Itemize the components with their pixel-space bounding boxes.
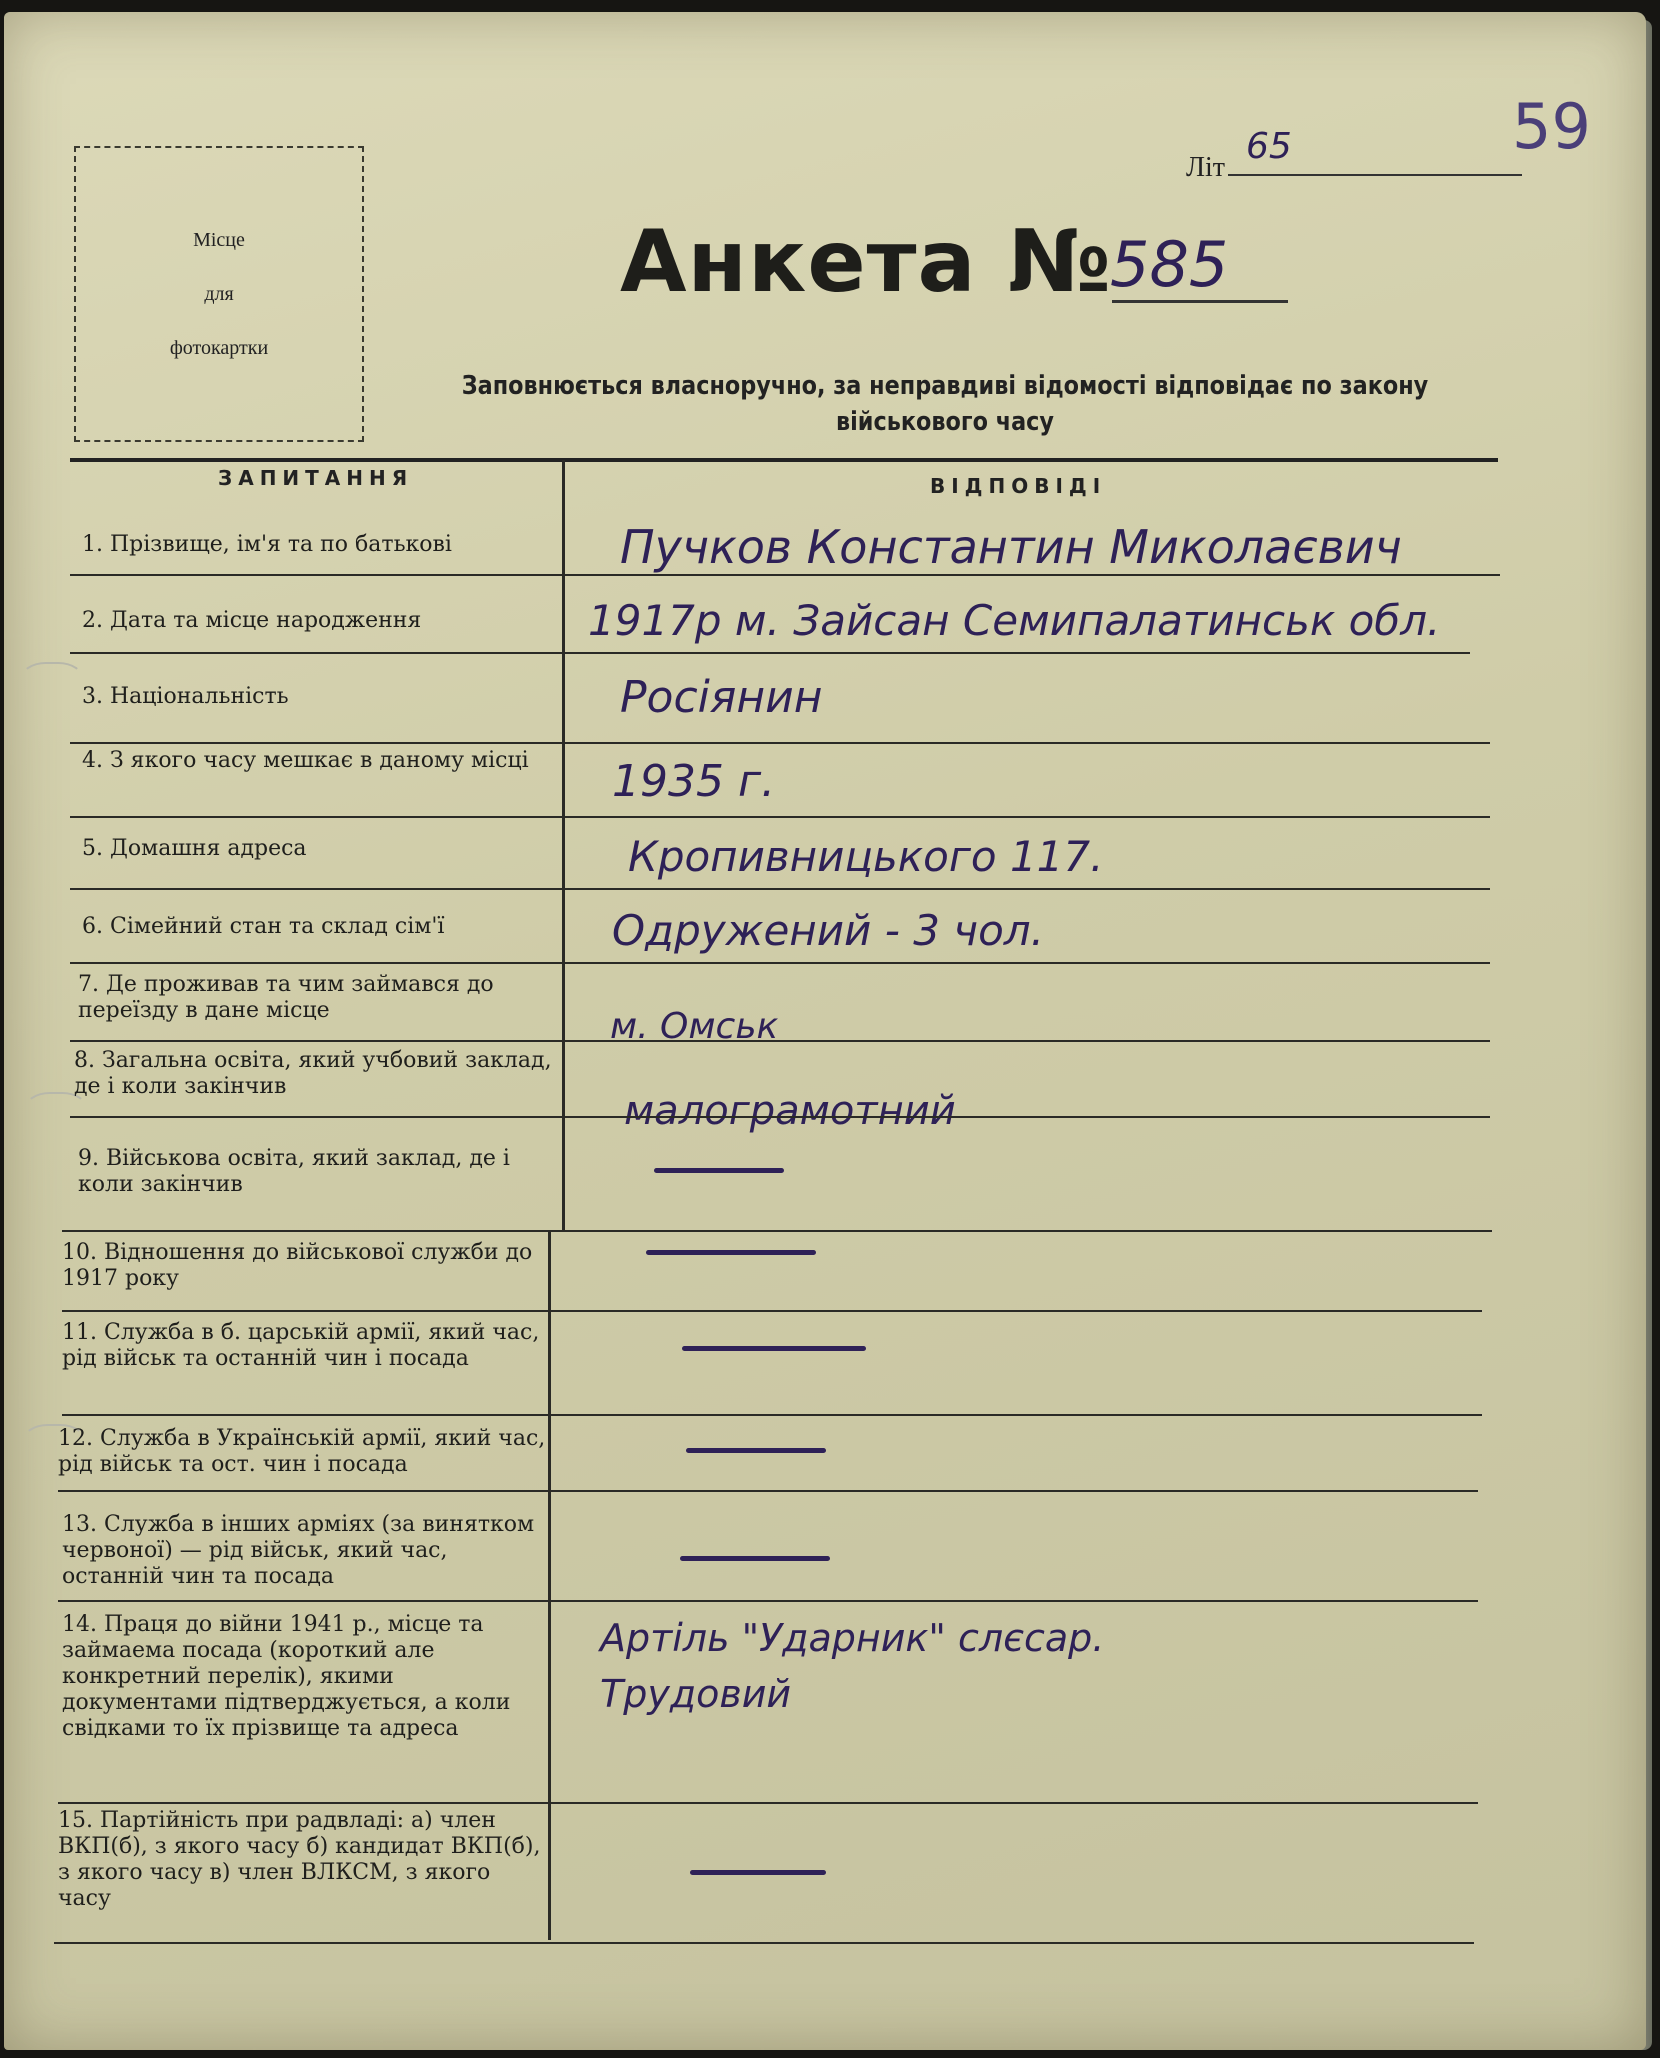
- row-divider: [58, 1490, 1478, 1492]
- question-4: 4. З якого часу мешкає в даному місці: [82, 748, 529, 773]
- question-10: 10. Відношення до військової служби до 1917 року: [62, 1240, 533, 1291]
- table-top-rule: [70, 458, 1498, 462]
- answer-3: Росіянин: [620, 672, 823, 723]
- sheet-number: 59: [1512, 90, 1591, 163]
- answer-2: 1917р м. Зайсан Семипалатинськ обл.: [588, 596, 1441, 645]
- question-6: 6. Сімейний стан та склад сім'ї: [82, 914, 445, 939]
- question-5: 5. Домашня адреса: [82, 836, 307, 861]
- row-divider: [70, 1040, 1490, 1042]
- row-divider: [70, 888, 1490, 890]
- form-title: Анкета №: [620, 212, 1112, 312]
- answer-5: Кропивницького 117.: [628, 832, 1104, 881]
- question-7: 7. Де проживав та чим займався до переїзду в дане місце: [78, 972, 494, 1023]
- question-1: 1. Прізвище, ім'я та по батькові: [82, 532, 452, 557]
- photo-label-line2: для: [204, 283, 234, 305]
- lit-underline: [1228, 174, 1522, 176]
- lit-value: 65: [1246, 126, 1292, 167]
- question-8: 8. Загальна освіта, який учбовий заклад, де і коли закінчив: [74, 1048, 552, 1099]
- row-divider: [54, 1942, 1474, 1944]
- question-9: 9. Військова освіта, який заклад, де і коли закінчив: [78, 1146, 510, 1197]
- question-11: 11. Служба в б. царській армії, який час, рід військ та останній чин і посада: [62, 1320, 540, 1371]
- row-divider: [70, 1116, 1490, 1118]
- row-divider: [62, 1230, 1492, 1232]
- answer-4: 1935 г.: [612, 756, 776, 807]
- form-number: 585: [1110, 228, 1229, 301]
- question-3: 3. Національність: [82, 684, 289, 709]
- answer-13-dash: [680, 1556, 830, 1561]
- question-12: 12. Служба в Українській армії, який час, рід військ та ост. чин і посада: [58, 1426, 546, 1477]
- row-divider: [70, 652, 1470, 654]
- answer-9-dash: [654, 1168, 784, 1173]
- row-divider: [70, 742, 1490, 744]
- photo-label-line3: фотокартки: [169, 337, 269, 359]
- photo-label-line1: Місце: [193, 229, 245, 251]
- answer-15-dash: [690, 1870, 826, 1875]
- row-divider: [70, 962, 1490, 964]
- column-header-questions: ЗАПИТАННЯ: [218, 466, 414, 490]
- question-14: 14. Праця до війни 1941 р., місце та займаема посада (короткий але конкретний перелік), якими документами підтверджується, а коли свідками то їх прізвище та адреса: [62, 1612, 511, 1741]
- question-2: 2. Дата та місце народження: [82, 608, 422, 633]
- row-divider: [58, 1600, 1478, 1602]
- answer-14: Артіль "Ударник" слєсар. Трудовий: [600, 1616, 1105, 1716]
- answer-11-dash: [682, 1346, 866, 1351]
- row-divider: [62, 1310, 1482, 1312]
- column-header-answers: ВІДПОВІДІ: [930, 474, 1107, 498]
- answer-6: Одружений - 3 чол.: [612, 906, 1044, 955]
- form-number-underline: [1112, 300, 1288, 303]
- binding-thread: [20, 662, 84, 706]
- form-subtitle: Заповнюється власноручно, за неправдиві відомості відповідає по закону військового часу: [461, 371, 1429, 437]
- question-13: 13. Служба в інших арміях (за винятком червоної) — рід військ, який час, останній чин та посада: [62, 1512, 535, 1589]
- row-divider: [62, 1414, 1482, 1416]
- lit-label: Літ: [1186, 152, 1226, 183]
- column-divider-lower: [548, 1230, 551, 1940]
- answer-8: малограмотний: [624, 1088, 956, 1134]
- row-divider: [58, 1802, 1478, 1804]
- answer-1: Пучков Константин Миколаєвич: [620, 520, 1402, 574]
- photo-placeholder: [74, 146, 364, 442]
- question-15: 15. Партійність при радвладі: а) член ВКП(б), з якого часу б) кандидат ВКП(б), з якого часу в) член ВЛКСМ, з якого часу: [58, 1808, 541, 1911]
- answer-7: м. Омськ: [610, 1006, 779, 1047]
- row-divider: [70, 816, 1490, 818]
- answer-10-dash: [646, 1250, 816, 1255]
- row-divider: [70, 574, 1500, 576]
- answer-12-dash: [686, 1448, 826, 1453]
